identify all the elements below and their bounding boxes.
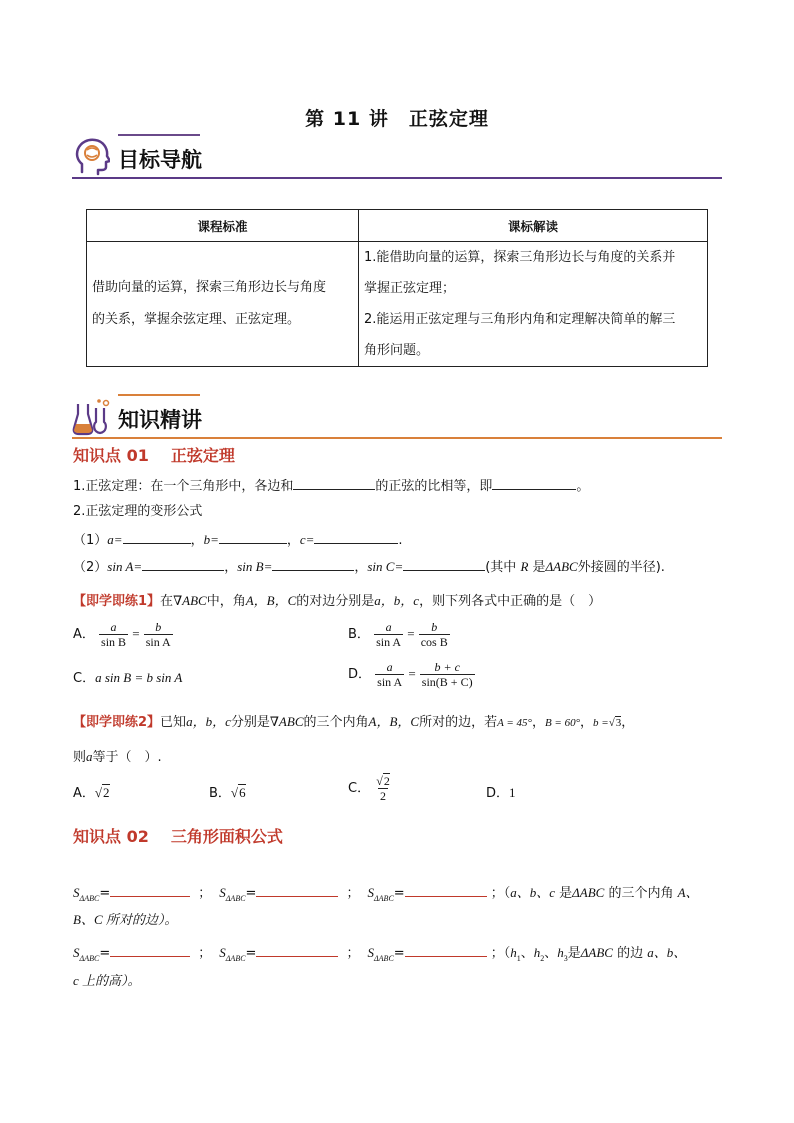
text: 已知	[160, 715, 187, 730]
fill-blank[interactable]	[293, 476, 375, 490]
area-symbol: S	[219, 885, 226, 900]
equals: =	[245, 886, 257, 901]
area-symbol: S	[367, 945, 374, 960]
fraction	[374, 620, 403, 649]
table-cell-interpretation	[359, 242, 708, 367]
text: 是	[567, 946, 581, 961]
denominator: 2	[380, 789, 387, 803]
denominator: sin B	[101, 635, 127, 649]
practice1-question	[73, 591, 601, 612]
text: ，	[621, 715, 635, 730]
text: 则	[73, 750, 87, 765]
short-rule	[118, 394, 200, 396]
formula-label: a=	[107, 532, 123, 547]
numerator: a	[110, 620, 117, 634]
kp2-row1	[73, 883, 699, 909]
table-cell-standard	[87, 242, 359, 367]
text: .	[398, 533, 403, 548]
fraction	[420, 660, 475, 689]
option-label: D．	[348, 667, 372, 682]
standards-table	[86, 209, 708, 367]
practice2-option-c[interactable]	[348, 774, 392, 803]
radicand: 6	[239, 785, 246, 800]
numerator: b	[431, 620, 438, 634]
fill-blank[interactable]	[123, 530, 191, 544]
section-header-knowledge	[72, 394, 722, 438]
var: ∇ABC	[269, 714, 304, 729]
denominator: sin A	[377, 675, 403, 689]
denominator: sin A	[145, 635, 171, 649]
radicand: 2	[103, 785, 110, 800]
practice-tag: 【即学即练1】	[73, 594, 161, 609]
text: 是	[528, 560, 546, 575]
text: ；	[346, 946, 360, 961]
page-title: 第 11 讲 正弦定理	[305, 108, 489, 130]
text: （2）	[73, 560, 108, 575]
flask-icon	[72, 398, 112, 436]
var: ΔABC	[545, 559, 578, 574]
text: 是	[555, 886, 573, 901]
fill-blank[interactable]	[405, 943, 487, 957]
text: ；	[198, 886, 212, 901]
fill-blank[interactable]	[142, 557, 224, 571]
denominator: cos B	[420, 635, 448, 649]
option-label: C．	[348, 781, 371, 796]
var: ΔABC	[580, 945, 613, 960]
practice2-line2	[73, 747, 162, 768]
kp2-heading	[73, 824, 301, 847]
practice2-option-d[interactable]	[486, 783, 516, 804]
numerator: b + c	[434, 660, 460, 674]
text: ，	[190, 533, 204, 548]
fill-blank[interactable]	[110, 943, 190, 957]
interpretation-line: 角形问题。	[364, 343, 430, 358]
kp1-line2: 2.正弦定理的变形公式	[73, 504, 203, 519]
option-label: A．	[73, 627, 95, 642]
formula-label: sin B=	[237, 559, 273, 574]
condition: b =	[593, 717, 609, 729]
var: R	[520, 559, 529, 574]
text: 外接圆的半径).	[577, 560, 665, 575]
fraction	[419, 620, 450, 649]
var: a、b、	[647, 945, 687, 960]
area-subscript: ΔABC	[225, 954, 246, 963]
section-header-goal	[72, 134, 722, 178]
text: ，	[580, 715, 594, 730]
sqrt-sign: √	[94, 785, 103, 800]
text: 。	[576, 479, 590, 494]
practice1-option-d[interactable]	[348, 660, 475, 689]
purple-divider	[72, 177, 722, 179]
option-label: B．	[348, 627, 370, 642]
text: c 上的高）。	[73, 973, 141, 988]
formula-label: c=	[299, 532, 315, 547]
fraction	[144, 620, 173, 649]
text: 在	[160, 594, 174, 609]
text: 分别是	[230, 715, 270, 730]
text: 的边	[612, 946, 648, 961]
option-label: A．	[73, 786, 95, 801]
table-header-standard: 课程标准	[87, 210, 359, 242]
practice2-option-b[interactable]	[209, 783, 246, 804]
equals: =	[99, 946, 111, 961]
equals: =	[99, 886, 111, 901]
fill-blank[interactable]	[110, 883, 190, 897]
standard-line: 的关系，掌握余弦定理、正弦定理。	[92, 312, 301, 327]
kp1-formula-2	[73, 557, 665, 578]
kp2-row2-cont	[73, 971, 141, 992]
fill-blank[interactable]	[272, 557, 354, 571]
orange-divider	[72, 437, 722, 439]
text: ，	[224, 560, 238, 575]
text: 的正弦的比相等，即	[375, 479, 493, 494]
subscript: 2	[540, 954, 545, 963]
practice1-option-a[interactable]	[73, 620, 173, 649]
option-label: B．	[209, 786, 231, 801]
kp1-title: 正弦定理	[170, 446, 235, 465]
kp2-title: 三角形面积公式	[170, 827, 283, 846]
var: A、	[677, 885, 699, 900]
subscript: 3	[563, 954, 568, 963]
head-brain-icon	[74, 138, 110, 176]
condition: B = 60°	[544, 717, 580, 729]
radicand: 3	[615, 717, 622, 729]
fill-blank[interactable]	[492, 476, 576, 490]
table-header-interpretation: 课标解读	[359, 210, 708, 242]
subscript: 1	[516, 954, 521, 963]
radicand: 2	[383, 774, 390, 788]
equals: =	[393, 886, 405, 901]
sqrt-sign: √	[608, 717, 615, 729]
numerator: b	[155, 620, 162, 634]
kp1-heading	[73, 443, 253, 466]
var: a	[86, 749, 93, 764]
text: ，	[354, 560, 368, 575]
text: ；	[490, 886, 504, 901]
practice-tag: 【即学即练2】	[73, 715, 161, 730]
text: ；	[346, 886, 360, 901]
text: （	[503, 946, 511, 961]
fill-blank[interactable]	[256, 883, 338, 897]
text: 1.正弦定理：在一个三角形中，各边和	[73, 479, 294, 494]
area-symbol: S	[219, 945, 226, 960]
text: ，	[286, 533, 300, 548]
fill-blank[interactable]	[256, 943, 338, 957]
section-title-knowledge: 知识精讲	[118, 408, 202, 432]
kp2-row1-cont	[73, 910, 177, 931]
var: ΔABC	[572, 885, 605, 900]
var: h	[557, 945, 564, 960]
fill-blank[interactable]	[219, 530, 287, 544]
numerator: a	[385, 620, 392, 634]
text: 的三个内角	[303, 715, 369, 730]
area-subscript: ΔABC	[79, 894, 100, 903]
text: （	[503, 886, 511, 901]
kp1-line1	[73, 476, 589, 497]
sqrt-sign: √	[230, 785, 239, 800]
expression: a sin B = b sin A	[95, 670, 183, 685]
section-title-goal: 目标导航	[118, 148, 202, 172]
condition: A = 45°	[497, 717, 532, 729]
numerator: a	[386, 660, 393, 674]
formula-label: b=	[203, 532, 219, 547]
fraction	[375, 660, 404, 689]
equals: =	[407, 626, 415, 641]
area-subscript: ΔABC	[79, 954, 100, 963]
text: ，	[531, 715, 545, 730]
text: ，则下列各式中正确的是（ ）	[419, 594, 602, 609]
equals: =	[393, 946, 405, 961]
fill-blank[interactable]	[403, 557, 485, 571]
option-label: D．	[486, 786, 510, 801]
var: a、b、c	[510, 885, 555, 900]
text: （1）	[73, 533, 108, 548]
text: 、	[520, 946, 534, 961]
var: h	[533, 945, 541, 960]
practice2-question	[73, 712, 634, 733]
var: A，B，C	[245, 593, 297, 608]
practice1-option-b[interactable]	[348, 620, 450, 649]
fraction	[374, 774, 392, 803]
text: 中，角	[206, 594, 246, 609]
text: 等于（ ）.	[92, 750, 162, 765]
denominator: sin(B + C)	[421, 675, 473, 689]
interpretation-line: 2.能运用正弦定理与三角形内角和定理解决简单的解三	[364, 312, 676, 327]
denominator: sin A	[376, 635, 402, 649]
equals: =	[132, 626, 140, 641]
fraction	[99, 620, 128, 649]
area-subscript: ΔABC	[373, 954, 394, 963]
equals: =	[408, 666, 416, 681]
standard-line: 借助向量的运算，探索三角形边长与角度	[92, 280, 327, 295]
text: 、	[544, 946, 558, 961]
interpretation-line: 1.能借助向量的运算，探索三角形边长与角度的关系并	[364, 250, 676, 265]
var: ∇ABC	[173, 593, 207, 608]
kp2-number: 知识点 02	[73, 827, 149, 846]
short-rule	[118, 134, 200, 136]
interpretation-line: 掌握正弦定理；	[364, 281, 456, 296]
text: 所对的边，若	[419, 715, 498, 730]
equals: =	[245, 946, 257, 961]
var: a，b，c	[374, 593, 420, 608]
area-symbol: S	[73, 885, 80, 900]
var: A，B，C	[368, 714, 420, 729]
text: ；	[198, 946, 212, 961]
formula-label: sin C=	[367, 559, 404, 574]
area-subscript: ΔABC	[373, 894, 394, 903]
text: B、C 所对的边）。	[73, 912, 178, 927]
area-symbol: S	[73, 945, 80, 960]
kp2-row2	[73, 943, 686, 969]
text: 的对边分别是	[296, 594, 375, 609]
practice2-option-a[interactable]	[73, 783, 110, 804]
practice1-option-c[interactable]	[73, 668, 182, 689]
area-subscript: ΔABC	[225, 894, 246, 903]
numerator	[374, 774, 392, 788]
sqrt-sign: √	[376, 774, 383, 788]
fill-blank[interactable]	[405, 883, 487, 897]
text: ；	[490, 946, 504, 961]
var: h	[510, 945, 517, 960]
fill-blank[interactable]	[314, 530, 398, 544]
text: (其中	[485, 560, 521, 575]
area-symbol: S	[367, 885, 374, 900]
option-label: C．	[73, 671, 96, 686]
text: 的三个内角	[604, 886, 678, 901]
kp1-formula-1	[73, 530, 403, 551]
var: a，b，c	[186, 714, 231, 729]
option-value: 1	[509, 785, 516, 800]
formula-label: sin A=	[107, 559, 143, 574]
kp1-number: 知识点 01	[73, 446, 149, 465]
